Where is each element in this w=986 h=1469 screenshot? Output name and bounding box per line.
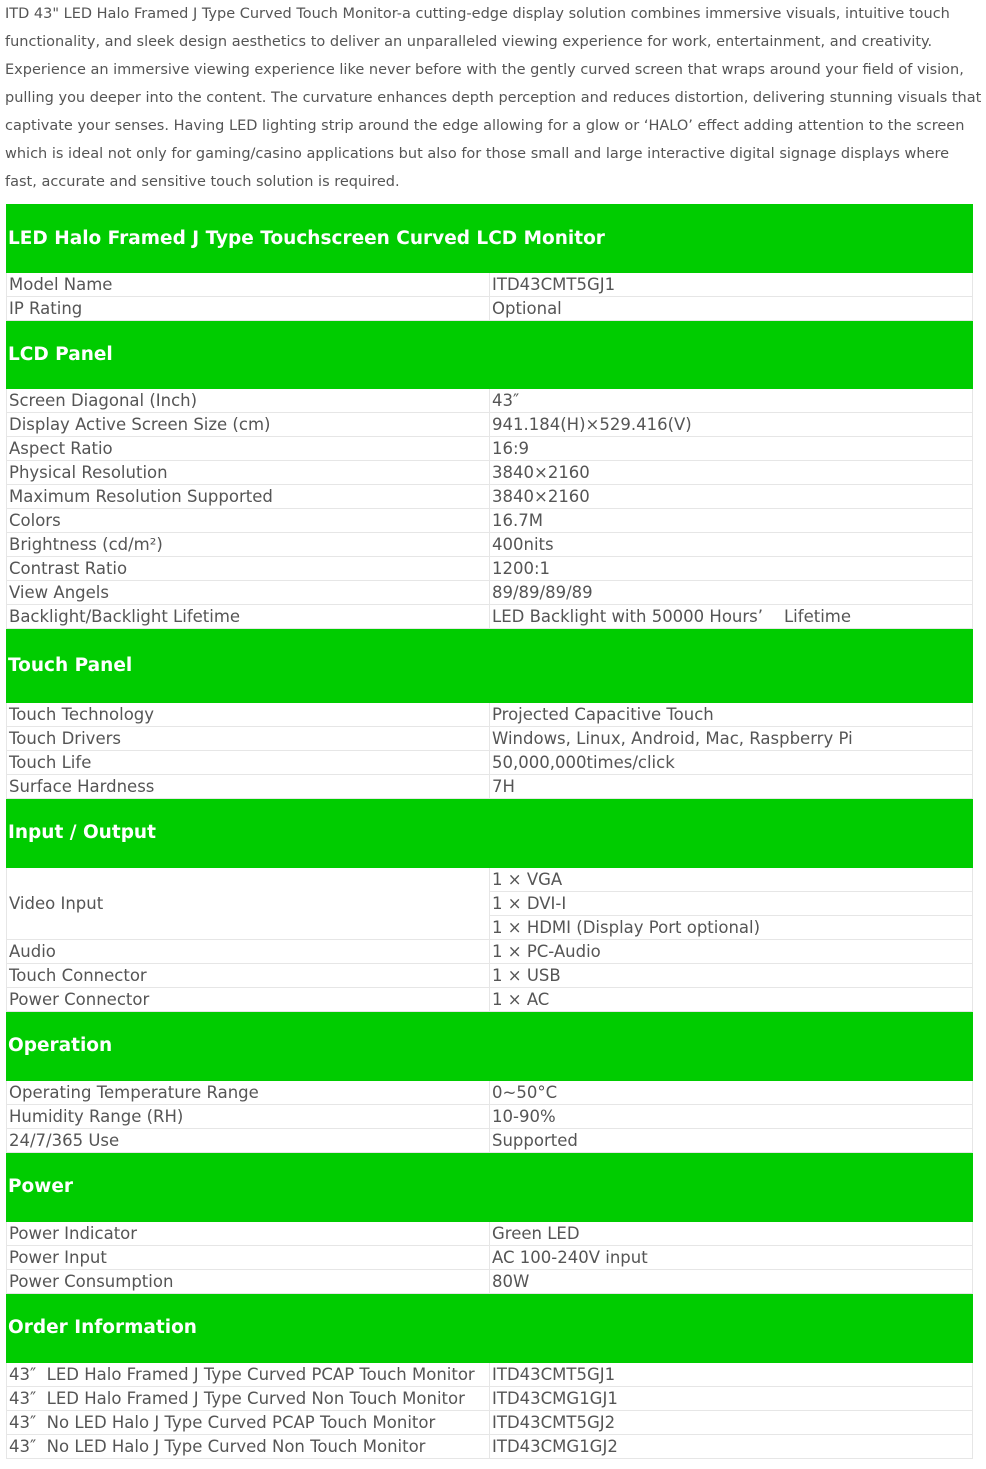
spec-value: ITD43CMG1GJ2 — [490, 1435, 973, 1459]
spec-value: 1 × PC-Audio — [490, 940, 973, 964]
spec-label: Display Active Screen Size (cm) — [7, 413, 490, 437]
section-header-lcd — [7, 321, 973, 389]
section-title: Power — [7, 1153, 973, 1222]
spec-label: 43″ LED Halo Framed J Type Curved Non Touch Monitor — [7, 1387, 490, 1411]
spec-label: Maximum Resolution Supported — [7, 485, 490, 509]
spec-label: Backlight/Backlight Lifetime — [7, 605, 490, 629]
spec-value: 16:9 — [490, 437, 973, 461]
spec-value: 50,000,000times/click — [490, 751, 973, 775]
spec-label: 43″ No LED Halo J Type Curved PCAP Touch Monitor — [7, 1411, 490, 1435]
table-row — [7, 485, 973, 509]
spec-value: 80W — [490, 1270, 973, 1294]
table-row — [7, 940, 973, 964]
section-title: Operation — [7, 1012, 973, 1081]
spec-value: ITD43CMT5GJ1 — [490, 273, 973, 297]
spec-value: AC 100-240V input — [490, 1246, 973, 1270]
spec-label: Aspect Ratio — [7, 437, 490, 461]
spec-label: Operating Temperature Range — [7, 1081, 490, 1105]
spec-value: 89/89/89/89 — [490, 581, 973, 605]
table-row — [7, 273, 973, 297]
spec-label: Power Connector — [7, 988, 490, 1012]
spec-value: Projected Capacitive Touch — [490, 703, 973, 727]
spec-value: 1200:1 — [490, 557, 973, 581]
spec-label: Surface Hardness — [7, 775, 490, 799]
spec-label: Model Name — [7, 273, 490, 297]
spec-value: 3840×2160 — [490, 461, 973, 485]
section-header-power — [7, 1153, 973, 1222]
table-row — [7, 727, 973, 751]
section-header-touch — [7, 629, 973, 703]
section-header-operation — [7, 1012, 973, 1081]
table-row — [7, 1246, 973, 1270]
spec-label: Power Input — [7, 1246, 490, 1270]
spec-label: Touch Drivers — [7, 727, 490, 751]
spec-label: Power Consumption — [7, 1270, 490, 1294]
spec-label: Colors — [7, 509, 490, 533]
spec-label: Touch Technology — [7, 703, 490, 727]
table-row — [7, 581, 973, 605]
spec-label: Audio — [7, 940, 490, 964]
spec-value: ITD43CMT5GJ1 — [490, 1363, 973, 1387]
table-row — [7, 437, 973, 461]
table-row — [7, 1387, 973, 1411]
table-row — [7, 533, 973, 557]
table-row — [7, 461, 973, 485]
table-row — [7, 1270, 973, 1294]
spec-label: Touch Connector — [7, 964, 490, 988]
section-title: Order Information — [7, 1294, 973, 1363]
table-row — [7, 297, 973, 321]
spec-value: 43″ — [490, 389, 973, 413]
spec-value: 1 × USB — [490, 964, 973, 988]
section-header-order — [7, 1294, 973, 1363]
table-row — [7, 605, 973, 629]
table-row — [7, 964, 973, 988]
spec-label: IP Rating — [7, 297, 490, 321]
table-row — [7, 557, 973, 581]
section-title: Input / Output — [7, 799, 973, 868]
section-title: LED Halo Framed J Type Touchscreen Curved LCD Monitor — [7, 205, 973, 273]
spec-label: Contrast Ratio — [7, 557, 490, 581]
spec-value: Green LED — [490, 1222, 973, 1246]
table-row — [7, 775, 973, 799]
spec-value: 10-90% — [490, 1105, 973, 1129]
spec-value: 1 × HDMI (Display Port optional) — [490, 916, 973, 940]
spec-label: 43″ LED Halo Framed J Type Curved PCAP Touch Monitor — [7, 1363, 490, 1387]
table-row — [7, 751, 973, 775]
spec-value: 400nits — [490, 533, 973, 557]
table-row — [7, 988, 973, 1012]
intro-paragraph: ITD 43" LED Halo Framed J Type Curved Touch Monitor-a cutting-edge display solution combines immersive visuals, intuitive touch functionality, and sleek design aesthetics to deliver an unparalleled viewing experience for work, entertainment, and creativity. Experience an immersive viewing experience like never before with the gently curved screen that wraps around your field of vision, pulling you deeper into the content. The curvature enhances depth perception and reduces distortion, delivering stunning visuals that captivate your senses. Having LED lighting strip around the edge allowing for a glow or ‘HALO’ effect adding attention to the screen which is ideal not only for gaming/casino applications but also for those small and large interactive digital signage displays where fast, accurate and sensitive touch solution is required. — [5, 6, 982, 190]
spec-label: Power Indicator — [7, 1222, 490, 1246]
spec-value: 16.7M — [490, 509, 973, 533]
table-row — [7, 703, 973, 727]
table-row — [7, 1435, 973, 1459]
spec-value: 0~50°C — [490, 1081, 973, 1105]
spec-value: ITD43CMT5GJ2 — [490, 1411, 973, 1435]
spec-value: 1 × AC — [490, 988, 973, 1012]
section-header-main — [7, 205, 973, 273]
table-row — [7, 1411, 973, 1435]
spec-label: Brightness (cd/m²) — [7, 533, 490, 557]
table-row — [7, 1363, 973, 1387]
spec-label: 24/7/365 Use — [7, 1129, 490, 1153]
section-title: Touch Panel — [7, 629, 973, 703]
spec-label: Touch Life — [7, 751, 490, 775]
table-row — [7, 509, 973, 533]
table-row — [7, 1222, 973, 1246]
spec-value: Supported — [490, 1129, 973, 1153]
spec-label: Humidity Range (RH) — [7, 1105, 490, 1129]
table-row — [7, 1105, 973, 1129]
spec-value: Optional — [490, 297, 973, 321]
spec-label: Physical Resolution — [7, 461, 490, 485]
spec-value: 1 × VGA — [490, 868, 973, 892]
spec-value: 3840×2160 — [490, 485, 973, 509]
spec-value: Windows, Linux, Android, Mac, Raspberry Pi — [490, 727, 973, 751]
spec-label: View Angels — [7, 581, 490, 605]
spec-label: Video Input — [7, 868, 490, 940]
table-row — [7, 389, 973, 413]
spec-value: 7H — [490, 775, 973, 799]
section-title: LCD Panel — [7, 321, 973, 389]
section-header-io — [7, 799, 973, 868]
spec-value: 941.184(H)×529.416(V) — [490, 413, 973, 437]
spec-label: 43″ No LED Halo J Type Curved Non Touch Monitor — [7, 1435, 490, 1459]
table-row — [7, 1081, 973, 1105]
spec-value: LED Backlight with 50000 Hours’ Lifetime — [490, 605, 973, 629]
spec-label: Screen Diagonal (Inch) — [7, 389, 490, 413]
table-row — [7, 1129, 973, 1153]
spec-value: ITD43CMG1GJ1 — [490, 1387, 973, 1411]
spec-table — [6, 204, 973, 1459]
spec-value: 1 × DVI-I — [490, 892, 973, 916]
table-row — [7, 868, 973, 892]
table-row — [7, 413, 973, 437]
